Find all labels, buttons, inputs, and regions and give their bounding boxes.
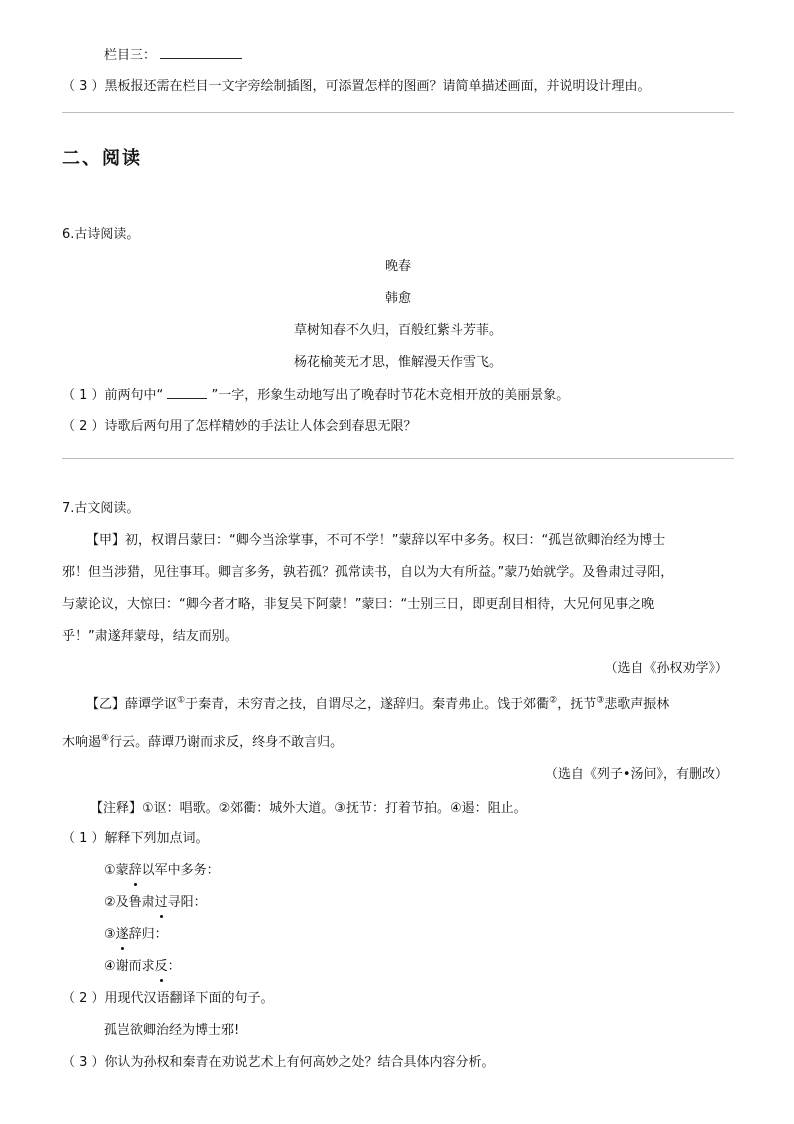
yi-text: 【乙】薛谭学讴 xyxy=(86,697,178,712)
footnote-marker: ④ xyxy=(101,733,110,744)
q6-sub1 xyxy=(62,386,569,405)
poem-author: 韩愈 xyxy=(384,291,411,306)
q6-sub1-text-pre: （ 1 ）前两句中“ xyxy=(62,388,168,403)
vocab-text: 以军中多务： xyxy=(141,863,220,878)
column3-label: 栏目三： xyxy=(104,48,157,63)
footnote-marker: ② xyxy=(549,695,558,706)
q6-sub2: （ 2 ）诗歌后两句用了怎样精妙的手法让人体会到春思无限？ xyxy=(62,419,417,434)
vocab-text: 寻阳： xyxy=(167,895,207,910)
q7-sub1: （ 1 ）解释下列加点词。 xyxy=(62,831,209,846)
vocab-text: ③ xyxy=(104,927,116,942)
q7-sub2-sentence: 孤岂欲卿治经为博士邪! xyxy=(104,1023,240,1038)
divider xyxy=(62,458,734,459)
dotted-word: 反 xyxy=(154,959,168,974)
jia-line-3: 与蒙论议，大惊曰：“卿今者才略，非复吴下阿蒙！”蒙曰：“士别三日，即更刮目相待，大兄何见事之晚 xyxy=(62,597,655,612)
q6-heading: 6.古诗阅读。 xyxy=(62,227,140,242)
q6-sub1-blank[interactable] xyxy=(167,386,207,399)
jia-line-4: 乎！”肃遂拜蒙母，结友而别。 xyxy=(62,629,238,644)
vocab-item-2 xyxy=(104,894,207,912)
q6-sub1-text-post: ”一字，形象生动地写出了晚春时节花木竞相开放的美丽景象。 xyxy=(207,388,570,403)
column3-blank[interactable] xyxy=(160,46,242,59)
vocab-text: ④谢而求 xyxy=(104,959,155,974)
q7-heading: 7.古文阅读。 xyxy=(62,501,140,516)
q7-sub2: （ 2 ）用现代汉语翻译下面的句子。 xyxy=(62,991,274,1006)
yi-line-2 xyxy=(62,734,343,752)
section-title: 二、阅读 xyxy=(62,148,142,169)
yi-text: 木响遏 xyxy=(62,735,102,750)
vocab-text: 辞归： xyxy=(128,927,168,942)
divider xyxy=(62,112,734,113)
yi-text: 于秦青，未穷青之技，自谓尽之，遂辞归。秦青弗止。饯于郊衢 xyxy=(185,697,550,712)
vocab-text: ： xyxy=(167,959,181,974)
footnote-marker: ③ xyxy=(596,695,605,706)
vocab-item-3 xyxy=(104,926,168,944)
vocab-item-4 xyxy=(104,958,181,976)
jia-source: （选自《孙权劝学》） xyxy=(604,661,728,676)
poem-line-2: 杨花榆荚无才思，惟解漫天作雪飞。 xyxy=(293,355,502,370)
footnote-marker: ① xyxy=(177,695,186,706)
dotted-word: 辞 xyxy=(128,863,142,878)
vocab-text: ②及鲁肃 xyxy=(104,895,155,910)
yi-source: （选自《列子•汤问》，有删改） xyxy=(544,767,728,782)
yi-text: 行云。薛谭乃谢而求反，终身不敢言归。 xyxy=(109,735,344,750)
vocab-text: ①蒙 xyxy=(104,863,129,878)
poem-title: 晚春 xyxy=(384,259,411,274)
vocab-item-1 xyxy=(104,862,220,880)
jia-line-2: 邪！但当涉猎，见往事耳。卿言多务，孰若孤？孤常读书，自以为大有所益。”蒙乃始就学。及鲁肃过寻阳， xyxy=(62,565,674,580)
yi-text: 悲歌声振林 xyxy=(604,697,670,712)
column3-line xyxy=(104,46,242,65)
q7-sub3: （ 3 ）你认为孙权和秦青在劝说艺术上有何高妙之处？结合具体内容分析。 xyxy=(62,1055,495,1070)
jia-line-1: 【甲】初，权谓吕蒙曰：“卿今当涂掌事，不可不学！”蒙辞以军中多务。权曰：“孤岂欲卿治经为博士 xyxy=(86,533,666,548)
dotted-word: 遂 xyxy=(115,927,129,942)
dotted-word: 过 xyxy=(154,895,168,910)
yi-text: ，抚节 xyxy=(557,697,597,712)
part1-question-3: （ 3 ）黑板报还需在栏目一文字旁绘制插图，可添置怎样的图画？请简单描述画面，并说明设计理由。 xyxy=(62,79,651,94)
notes: 【注释】①讴：唱歌。②郊衢：城外大道。③抚节：打着节拍。④遏：阻止。 xyxy=(90,801,527,816)
yi-line-1 xyxy=(86,696,669,714)
poem-line-1: 草树知春不久归，百般红紫斗芳菲。 xyxy=(293,323,502,338)
